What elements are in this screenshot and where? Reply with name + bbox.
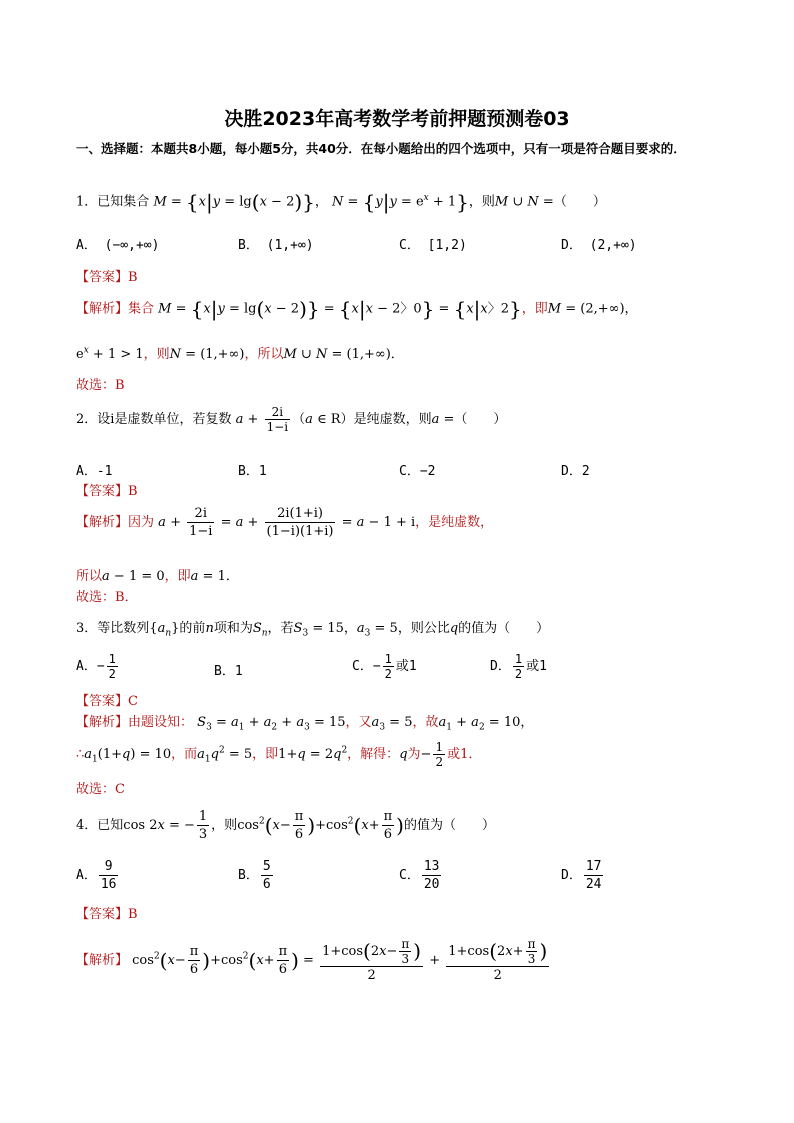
q1-answer: 【答案】B (76, 270, 138, 285)
q2-analysis-line2: 所以a − 1 = 0，即a = 1． (76, 569, 239, 584)
q1-analysis-line2: $e^x + 1 > 1$，则N = (1,+∞)，所以M ∪ N = (1,+∞)． (76, 345, 404, 362)
q4-answer: 【答案】B (76, 907, 138, 922)
q4-option-a[interactable]: A． $\frac{9}{16}$ (76, 859, 117, 892)
q3-option-a[interactable]: A．− $\frac{1}{2}$ (76, 652, 116, 681)
q4-option-c[interactable]: C． $\frac{13}{20}$ (399, 859, 440, 892)
q2-analysis-line1: 【解析】因为 a + $\frac{2i}{1-i}$ = a + $\frac{2i(1+i)}{(1-i)(1+i)}$ = a − 1 + i，是纯虚数， (76, 506, 494, 539)
q3-analysis-line1: 【解析】由题设知： $S_3 = a_1 + a_2 + a_3 = 15$，又$a_3 = 5$，故$a_1 + a_2 = 10$， (76, 715, 534, 733)
q1-stem: 1．已知集合 M = {x|y = lg(x − 2)}， $N = \{y|y = e^x + 1\}$，则M ∪ N =（ ） (76, 190, 606, 214)
q3-analysis-line2: $\therefore a_1(1+q) = 10$，而$a_1q^2 = 5$，即$1+q = 2q^2$，解得：q为− $\frac{1}{2}$ 或1． (76, 740, 482, 769)
q1-option-d[interactable]: D． (2,+∞) (561, 238, 637, 253)
q3-option-b[interactable]: B．1 (214, 664, 243, 679)
q3-option-c[interactable]: C．− $\frac{1}{2}$ 或1 (352, 652, 417, 681)
section-heading: 一、选择题：本题共8小题，每小题5分，共40分．在每小题给出的四个选项中，只有一项是符合题目要求的． (76, 141, 686, 156)
q3-choose: 故选：C (76, 782, 125, 797)
q1-option-c[interactable]: C． [1,2) (399, 238, 467, 253)
q4-option-d[interactable]: D． $\frac{17}{24}$ (561, 859, 602, 892)
q2-choose: 故选：B． (76, 590, 138, 605)
q1-option-b[interactable]: B． (1,+∞) (238, 238, 314, 253)
q1-choose: 故选：B (76, 378, 125, 393)
q1-option-a[interactable]: A． (−∞,+∞) (76, 238, 160, 253)
q2-option-c[interactable]: C．−2 (399, 464, 436, 479)
q2-answer: 【答案】B (76, 484, 138, 499)
q2-option-a[interactable]: A．-1 (76, 464, 113, 479)
q4-analysis-line1: 【解析】 $\cos^2(x-$ $\frac{\pi}{6}$ )$+\cos^2(x+$ $\frac{\pi}{6}$ ) = 1+cos(2x− $\frac{\pi}{3}$ ) 2 + 1+cos(2x+ $\frac{\pi}{3}$ ) 2 (76, 937, 548, 983)
q2-stem: 2．设i是虚数单位，若复数 a + $\frac{2i}{1-i}$ （a ∈ R）是纯虚数，则a =（ ） (76, 405, 507, 434)
page-title: 决胜2023年高考数学考前押题预测卷03 (224, 108, 570, 130)
q2-option-d[interactable]: D．2 (561, 464, 590, 479)
q3-answer: 【答案】C (76, 694, 138, 709)
q1-analysis-line1: 【解析】集合 M = {x|y = lg(x − 2)} = {x|x − 2〉0} = {x|x〉2}，即M = (2,+∞)， (76, 297, 638, 321)
q4-stem: 4．已知cos 2x = − $\frac{1}{3}$ ，则$\cos^2(x-$ $\frac{\pi}{6}$ )$+\cos^2(x+$ $\frac{\pi}{6}$ )的值为（ ） (76, 809, 495, 842)
q2-option-b[interactable]: B．1 (238, 464, 267, 479)
q3-option-d[interactable]: D． $\frac{1}{2}$ 或1 (490, 652, 547, 681)
q3-stem: 3．等比数列$\{a_n\}$的前n项和为$S_n$，若$S_3 = 15$，$a_3 = 5$，则公比q的值为（ ） (76, 621, 550, 639)
q4-option-b[interactable]: B． $\frac{5}{6}$ (238, 859, 271, 892)
